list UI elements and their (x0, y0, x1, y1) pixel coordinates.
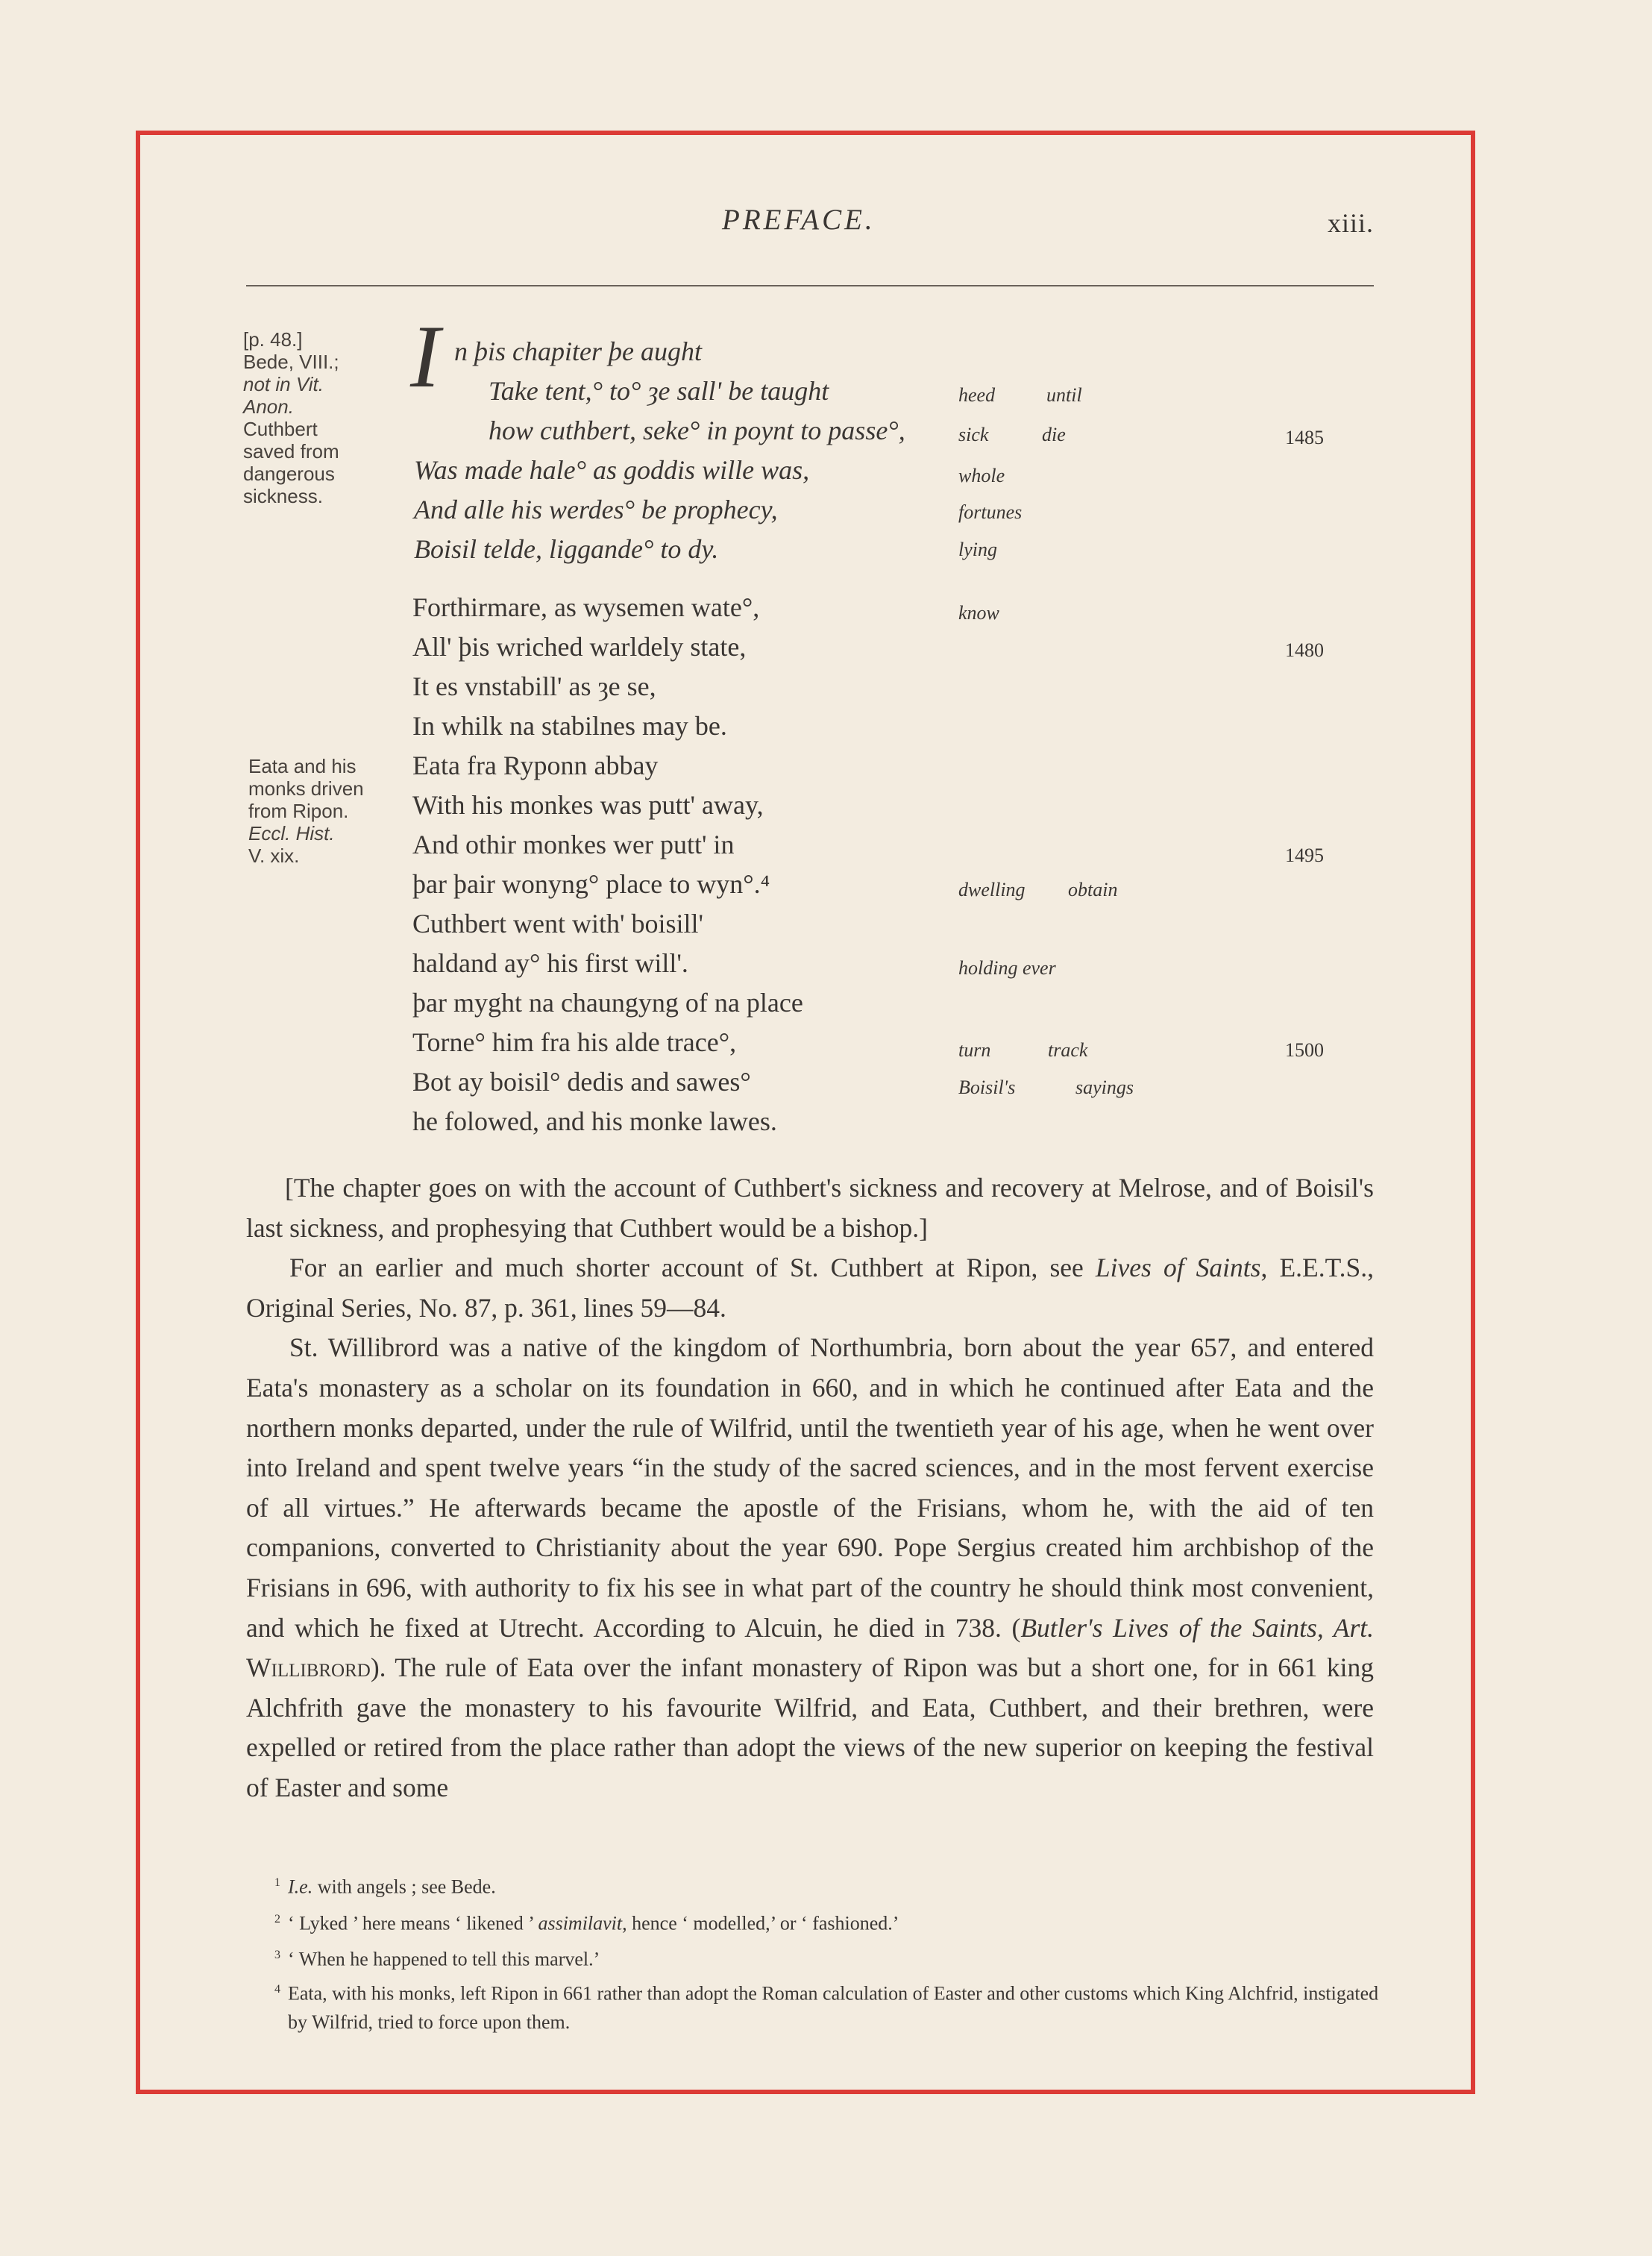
verse-line: n þis chapiter þe aught (454, 336, 702, 366)
gloss: obtain (1068, 879, 1118, 900)
verse-line: Boisil telde, liggande° to dy. (414, 534, 719, 564)
sidenote-line: Eata and his (248, 755, 357, 777)
footnote (246, 1975, 1380, 2037)
footnotes (246, 1867, 1380, 2037)
text: Eata, with his monks, left Ripon in 661 rather than adopt the Roman calculation of Easter and other customs which King Alchfrid, instigated by Wilfrid, tried to force upon them. (288, 1982, 1379, 2033)
drop-cap: I (410, 307, 440, 406)
sidenote-line: [p. 48.] (243, 328, 303, 351)
sidenote-line: dangerous (243, 463, 335, 485)
gloss: know (958, 602, 999, 624)
verse-line: Was made hale° as goddis wille was, (414, 455, 810, 485)
sidenote-eata (248, 755, 364, 867)
text: with angels ; see Bede. (313, 1876, 496, 1898)
text: For an earlier and much shorter account of St. Cuthbert at Ripon, see (289, 1253, 1096, 1283)
gloss: holding ever (958, 957, 1056, 979)
sidenote-line: sickness. (243, 485, 323, 507)
page-number: xiii. (1328, 208, 1375, 238)
verse-line: In whilk na stabilnes may be. (412, 711, 727, 741)
sidenote-line: monks driven (248, 777, 364, 800)
gloss: track (1048, 1039, 1088, 1061)
gloss: turn (958, 1039, 991, 1061)
book-title: Lives of Saints (1095, 1253, 1261, 1283)
footnote (246, 1903, 1380, 1940)
line-number: 1495 (1285, 845, 1324, 866)
verse-line: Bot ay boisil° dedis and sawes° (412, 1067, 751, 1097)
text: assimilavit, (538, 1912, 627, 1934)
paragraph: [The chapter goes on with the account of Cuthbert's sickness and recovery at Melrose, and of Boisil's last sickness, and prophesying that Cuthbert would be a bishop.] (246, 1173, 1374, 1243)
verse-line: All' þis wriched warldely state, (412, 632, 747, 662)
verse-line: Torne° him fra his alde trace°, (412, 1027, 737, 1057)
sidenote-cuthbert (243, 328, 339, 507)
sidenote-line: Bede, VIII.; (243, 351, 339, 373)
text: hence ‘ modelled,’ or ‘ fashioned.’ (626, 1912, 899, 1934)
footnote-marker: 1 (274, 1876, 280, 1889)
sidenote-line: Eccl. Hist. (248, 822, 335, 845)
gloss: Boisil's (958, 1077, 1016, 1098)
line-number: 1485 (1285, 427, 1324, 448)
verse-line: Cuthbert went with' boisill' (412, 909, 703, 939)
running-header: PREFACE. (722, 204, 876, 236)
sidenote-line: Cuthbert (243, 418, 318, 440)
paragraph (246, 1328, 1374, 1808)
verse-line: Forthirmare, as wysemen wate°, (412, 592, 760, 622)
line-number: 1480 (1285, 639, 1324, 661)
text: St. Willibrord was a native of the kingdom of Northumbria, born about the year 657, and entered Eata's monastery as a scholar on its foundation in 660, and in which he continued after Eata and the northern monks departed, under the rule of Wilfrid, until the twentieth year of his age, when he went over into Ireland and spent twelve years “in the study of the sacred sciences, and in the most fervent exercise of all virtues.” He afterwards became the apostle of the Frisians, whom he, with the aid of ten companions, converted to Christianity about the year 690. Pope Sergius created him archbishop of the Frisians in 696, with authority to fix his see in what part of the country he should think most convenient, and which he fixed at Utrecht. According to Alcuin, he died in 738. ( (246, 1332, 1374, 1643)
footnote-marker: 4 (274, 1982, 280, 1996)
text: I.e. (288, 1876, 313, 1898)
text: , E.E.T.S., Original Series, No. 87, p. 361, lines 59—84. (246, 1253, 1374, 1323)
verse-line: he folowed, and his monke lawes. (412, 1106, 777, 1136)
sidenote-line: V. xix. (248, 845, 300, 867)
verse-line: how cuthbert, seke° in poynt to passe°, (489, 416, 905, 445)
sidenote-line: saved from (243, 440, 339, 463)
gloss: whole (958, 465, 1005, 486)
paragraph (246, 1248, 1374, 1328)
verse-line: Take tent,° to° ȝe sall' be taught (489, 376, 829, 406)
gloss: lying (958, 539, 997, 560)
verse-line: þar þair wonyng° place to wyn°.⁴ (412, 869, 770, 899)
verse-line: haldand ay° his first will'. (412, 948, 688, 978)
verse-line: Eata fra Ryponn abbay (412, 751, 659, 780)
gloss: sick (958, 424, 989, 445)
footnote (246, 1867, 1380, 1903)
verse-line: With his monkes was putt' away, (412, 790, 764, 820)
prose-body (246, 1168, 1374, 1808)
footnote (246, 1939, 1380, 1975)
article-name: Willibrord (246, 1652, 371, 1683)
gloss: die (1042, 424, 1066, 445)
gloss: dwelling (958, 879, 1026, 900)
verse-line: þar myght na chaungyng of na place (412, 988, 803, 1018)
gloss: fortunes (958, 501, 1023, 523)
gloss: until (1046, 384, 1082, 406)
footnote-marker: 3 (274, 1949, 280, 1962)
verse-line: And alle his werdes° be prophecy, (414, 495, 778, 524)
gloss: sayings (1075, 1077, 1134, 1098)
verse-italic-block (414, 332, 905, 569)
verse-line: It es vnstabill' as ȝe se, (412, 671, 656, 701)
text: ‘ Lyked ’ here means ‘ likened ’ (288, 1912, 538, 1934)
line-number: 1500 (1285, 1039, 1324, 1061)
text: ). The rule of Eata over the infant monastery of Ripon was but a short one, for in 661 king Alchfrith gave the monastery to his favourite Wilfrid, and Eata, Cuthbert, and their brethren, were expelled or retired from the place rather than adopt the views of the new superior on keeping the festival of Easter and some (246, 1652, 1374, 1802)
header-rule (246, 285, 1374, 286)
gloss: heed (958, 384, 996, 406)
verse-roman-block (412, 588, 803, 1141)
sidenote-line: not in Vit. (243, 373, 324, 395)
verse-line: And othir monkes wer putt' in (412, 830, 735, 859)
text: ‘ When he happened to tell this marvel.’ (288, 1948, 600, 1970)
footnote-marker: 2 (274, 1912, 280, 1926)
book-title: Butler's Lives of the Saints, Art. (1020, 1612, 1374, 1643)
sidenote-line: from Ripon. (248, 800, 349, 822)
sidenote-line: Anon. (243, 395, 294, 418)
